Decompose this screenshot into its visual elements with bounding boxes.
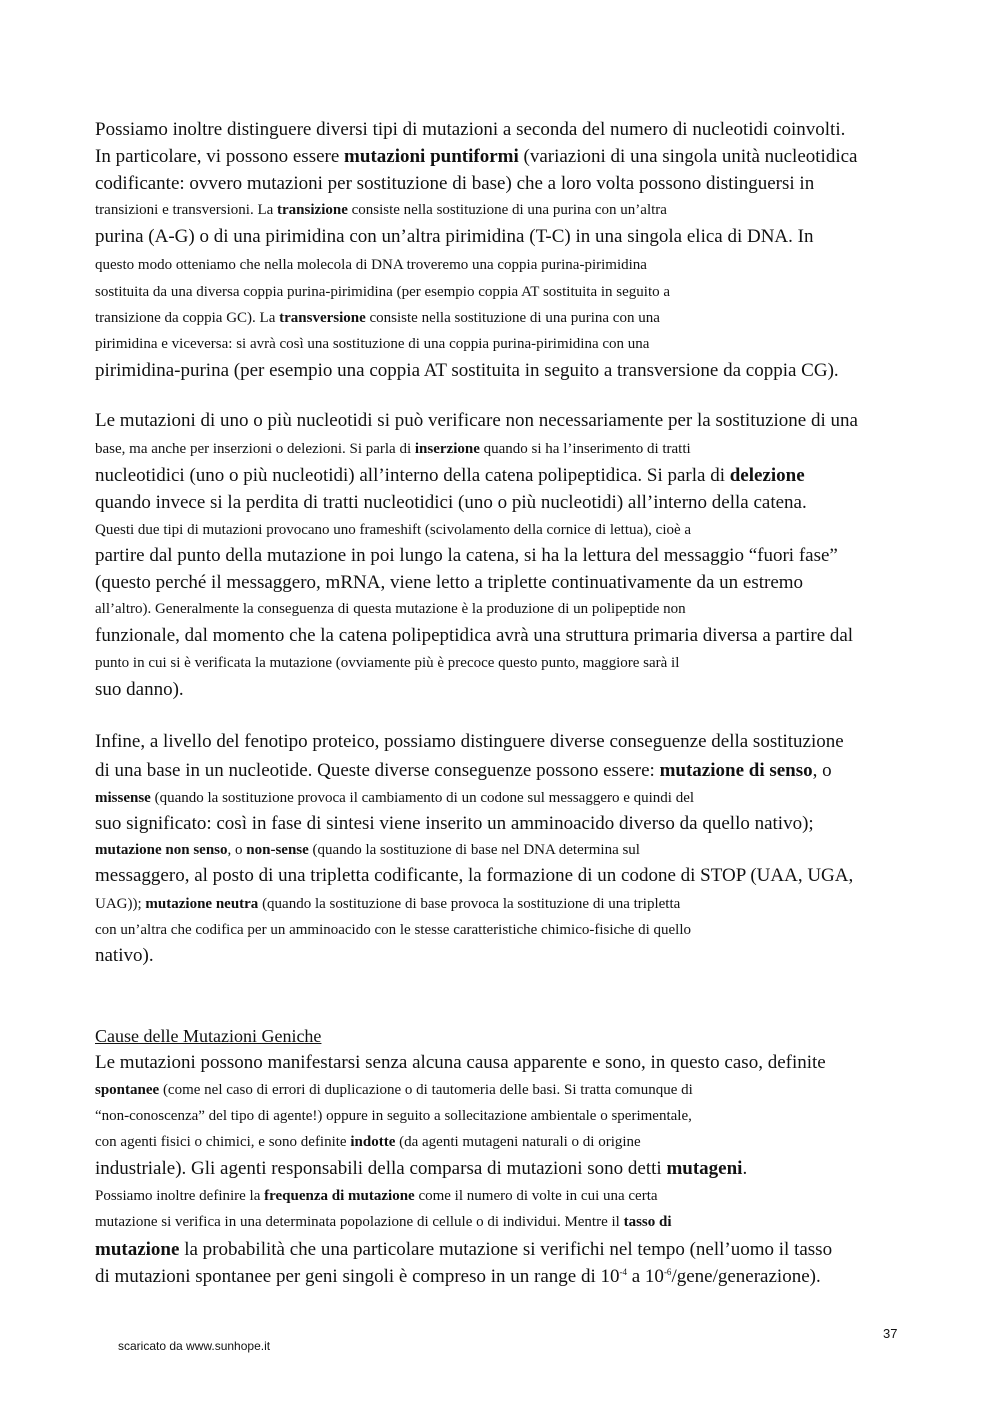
p2-line: suo danno).: [95, 679, 184, 700]
bold-term: mutazione: [95, 1239, 180, 1260]
bold-term: tasso di: [623, 1214, 672, 1230]
p3-line: missense (quando la sostituzione provoca il cambiamento di un codone sul messaggero e quindi del: [95, 790, 695, 806]
p1-line: pirimidina e viceversa: si avrà così una sostituzione di una coppia purina-pirimidina con una: [95, 336, 650, 352]
p3-line: di una base in un nucleotide. Queste diverse conseguenze possono essere: mutazione di senso, o: [95, 760, 832, 781]
bold-term: mutazione di senso: [659, 760, 813, 781]
exponent: -6: [663, 1267, 672, 1277]
p3-line: mutazione non senso, o non-sense (quando la sostituzione di base nel DNA determina sul: [95, 842, 640, 858]
p2-line: partire dal punto della mutazione in poi lungo la catena, si ha la lettura del messaggio “fuori fase”: [95, 545, 838, 566]
p3-line: UAG)); mutazione neutra (quando la sostituzione di base provoca la sostituzione di una tripletta: [95, 896, 681, 912]
p2-line: nucleotidici (uno o più nucleotidi) all’interno della catena polipeptidica. Si parla di delezione: [95, 465, 805, 486]
p2-line: all’altro). Generalmente la conseguenza di questa mutazione è la produzione di un polipeptide non: [95, 601, 686, 617]
p2-line: funzionale, dal momento che la catena polipeptidica avrà una struttura primaria diversa a partire dal: [95, 625, 854, 646]
p2-line: Le mutazioni di uno o più nucleotidi si può verificare non necessariamente per la sostituzione di una: [95, 410, 858, 431]
footer-source: scaricato da www.sunhope.it: [118, 1339, 271, 1353]
p1-line: sostituita da una diversa coppia purina-pirimidina (per esempio coppia AT sostituita in seguito a: [95, 284, 671, 300]
bold-term: transversione: [279, 310, 366, 326]
page-number: 37: [883, 1326, 898, 1341]
p1-line: transizione da coppia GC). La transversione consiste nella sostituzione di una purina con una: [95, 310, 660, 326]
bold-term: missense: [95, 790, 151, 806]
p4-line: Le mutazioni possono manifestarsi senza alcuna causa apparente e sono, in questo caso, definite: [95, 1052, 826, 1073]
bold-term: transizione: [277, 202, 348, 218]
p3-line: messaggero, al posto di una tripletta codificante, la formazione di un codone di STOP (UAA, UGA,: [95, 865, 854, 886]
p4-line: Possiamo inoltre definire la frequenza di mutazione come il numero di volte in cui una certa: [95, 1188, 658, 1204]
bold-term: spontanee: [95, 1082, 160, 1098]
p2-line: (questo perché il messaggero, mRNA, viene letto a triplette continuativamente da un estremo: [95, 572, 804, 593]
p4-line: spontanee (come nel caso di errori di duplicazione o di tautomeria delle basi. Si tratta comunque di: [95, 1082, 693, 1098]
bold-term: mutazioni puntiformi: [344, 146, 519, 167]
section-heading: Cause delle Mutazioni Geniche: [95, 1026, 322, 1046]
p4-line: con agenti fisici o chimici, e sono definite indotte (da agenti mutageni naturali o di origine: [95, 1134, 641, 1150]
p4-line: mutazione la probabilità che una particolare mutazione si verifichi nel tempo (nell’uomo il tasso: [95, 1239, 833, 1260]
p2-line: punto in cui si è verificata la mutazione (ovviamente più è precoce questo punto, maggiore sarà il: [95, 655, 680, 671]
p1-line: pirimidina-purina (per esempio una coppia AT sostituita in seguito a transversione da coppia CG).: [95, 360, 839, 381]
p1-line: transizioni e transversioni. La transizione consiste nella sostituzione di una purina con un’altra: [95, 202, 667, 218]
p3-line: suo significato: così in fase di sintesi viene inserito un amminoacido diverso da quello nativo);: [95, 813, 814, 834]
p1-line: questo modo otteniamo che nella molecola di DNA troveremo una coppia purina-pirimidina: [95, 257, 647, 273]
p2-line: quando invece si la perdita di tratti nucleotidici (uno o più nucleotidi) all’interno della catena.: [95, 492, 807, 513]
p4-line: mutazione si verifica in una determinata popolazione di cellule o di individui. Mentre il tasso di: [95, 1214, 672, 1230]
exponent: -4: [619, 1267, 627, 1277]
p4-line: di mutazioni spontanee per geni singoli è compreso in un range di $10^{-4}$ a $10^{-6}/gene/generazione$).: [95, 1266, 821, 1287]
bold-term: mutageni: [666, 1158, 743, 1179]
p3-line: con un’altra che codifica per un amminoacido con le stesse caratteristiche chimico-fisiche di quello: [95, 922, 692, 938]
p3-line: nativo).: [95, 945, 154, 966]
bold-term: inserzione: [414, 441, 480, 457]
p1-line: codificante: ovvero mutazioni per sostituzione di base) che a loro volta possono distinguersi in: [95, 173, 815, 194]
bold-term: delezione: [729, 465, 805, 486]
bold-term: mutazione non senso: [95, 842, 228, 858]
bold-term: frequenza di mutazione: [264, 1188, 415, 1204]
p1-line: In particolare, vi possono essere mutazioni puntiformi (variazioni di una singola unità nucleotidica: [95, 146, 858, 167]
p2-line: base, ma anche per inserzioni o delezioni. Si parla di inserzione quando si ha l’inserimento di tratti: [95, 441, 691, 457]
p2-line: Questi due tipi di mutazioni provocano uno frameshift (scivolamento della cornice di lettua), cioè a: [95, 522, 692, 538]
bold-term: indotte: [350, 1134, 396, 1150]
p3-line: Infine, a livello del fenotipo proteico, possiamo distinguere diverse conseguenze della sostituzione: [95, 731, 844, 752]
bold-term: mutazione neutra: [145, 896, 259, 912]
p1-line: purina (A-G) o di una pirimidina con un’altra pirimidina (T-C) in una singola elica di DNA. In: [95, 226, 814, 247]
p4-line: “non-conoscenza” del tipo di agente!) oppure in seguito a sollecitazione ambientale o sperimentale,: [95, 1108, 692, 1124]
p1-line: Possiamo inoltre distinguere diversi tipi di mutazioni a seconda del numero di nucleotidi coinvolti.: [95, 119, 846, 140]
p4-line: industriale). Gli agenti responsabili della comparsa di mutazioni sono detti mutageni.: [95, 1158, 748, 1179]
bold-term: non-sense: [246, 842, 309, 858]
